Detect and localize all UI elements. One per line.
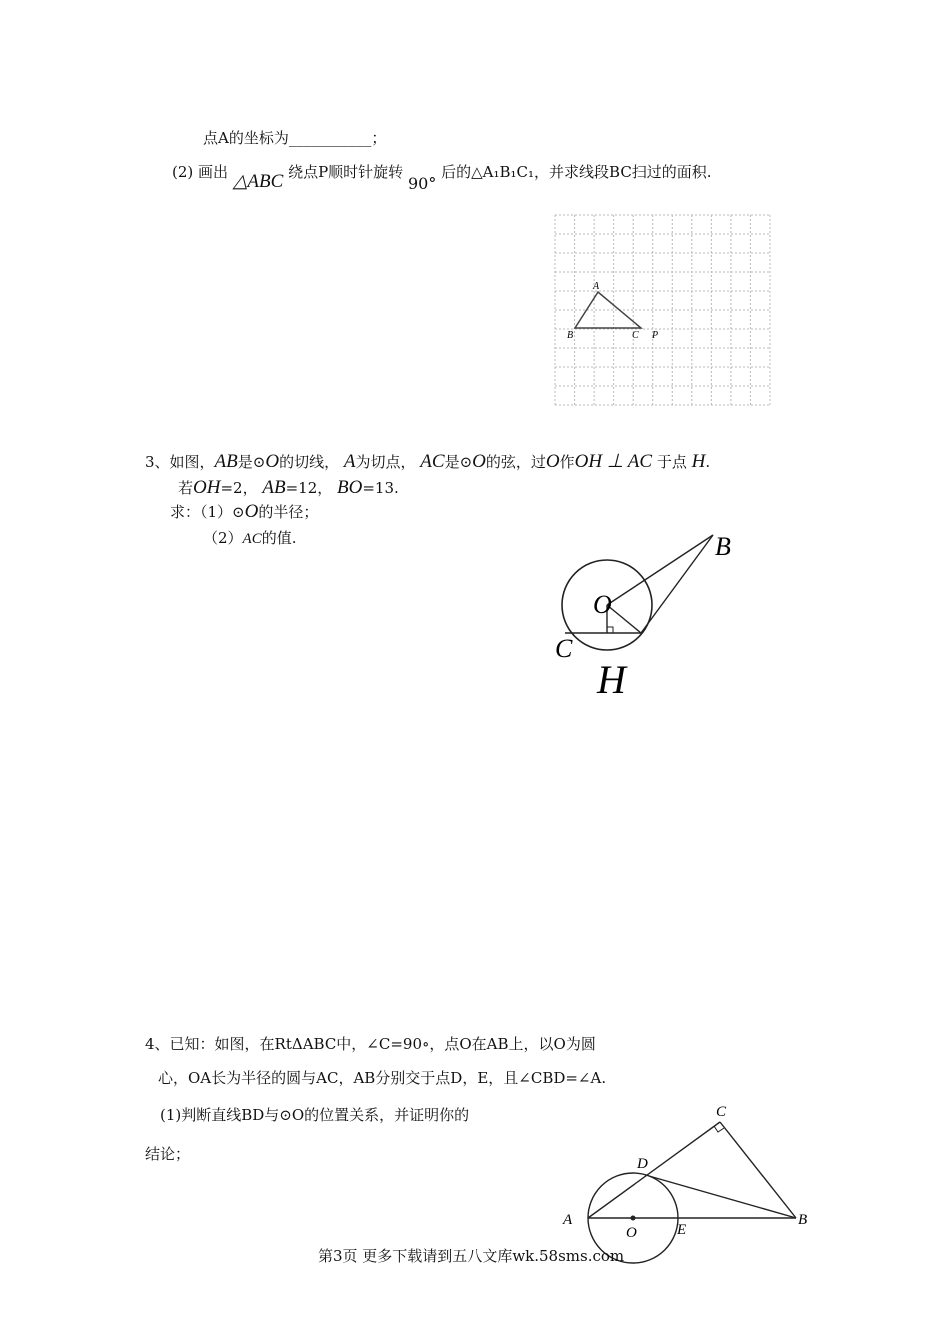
right-angle-mark	[714, 1126, 724, 1132]
grid-figure	[555, 215, 770, 405]
segment-ob	[607, 535, 713, 605]
label-d: D	[637, 1156, 648, 1172]
center-dot	[631, 1216, 636, 1221]
label-c: C	[632, 330, 639, 341]
rotation-angle: 90°	[407, 174, 437, 193]
q2-rotate-instruction: (2) 画出 △ABC 绕点P顺时针旋转 90° 后的△A₁B₁C₁，并求线段BC扫过的面积.	[172, 163, 712, 193]
page-footer: 第3页 更多下载请到五八文库wk.58sms.com	[318, 1247, 625, 1265]
right-angle-mark	[607, 627, 613, 633]
q2-coordinate-line: 点A的坐标为___________；	[203, 129, 387, 147]
label-c: C	[716, 1104, 727, 1120]
q4-line4: 结论；	[145, 1145, 191, 1163]
tangent-ab	[641, 535, 713, 633]
label-p: P	[652, 330, 659, 341]
segment-ac	[588, 1122, 720, 1218]
label-b: B	[567, 330, 574, 341]
label-e: E	[677, 1222, 687, 1238]
triangle-abc-symbol: △ABC	[232, 171, 284, 192]
label-a: A	[563, 1212, 573, 1228]
label-o: O	[593, 590, 612, 619]
q4-line2: 心，OA长为半径的圆与AC，AB分别交于点D，E，且∠CBD=∠A.	[158, 1069, 607, 1087]
segment-oa	[607, 605, 641, 633]
q3-question2: （2）AC的值.	[203, 529, 297, 547]
segment-cb	[720, 1122, 796, 1218]
q4-line3: (1)判断直线BD与⊙O的位置关系，并证明你的	[160, 1106, 470, 1124]
label-a: A	[593, 281, 600, 292]
label-o: O	[626, 1225, 637, 1241]
segment-db	[649, 1176, 796, 1218]
q3-question1: 求：（1）⊙O的半径；	[170, 501, 319, 522]
right-triangle-circle-figure	[560, 1100, 820, 1270]
q3-line1: 3、如图，AB是⊙O的切线， A为切点， AC是⊙O的弦，过O作OH ⊥ AC 于点 H.	[145, 451, 711, 472]
q4-line1: 4、已知：如图，在RtΔABC中，∠C=90∘，点O在AB上，以O为圆	[145, 1035, 596, 1053]
label-c: C	[555, 634, 573, 663]
label-b: B	[798, 1212, 808, 1228]
label-b: B	[715, 532, 731, 561]
q3-line2: 若OH=2， AB=12， BO=13.	[178, 477, 399, 498]
label-h: H	[597, 657, 626, 702]
circle-tangent-figure	[545, 525, 745, 700]
